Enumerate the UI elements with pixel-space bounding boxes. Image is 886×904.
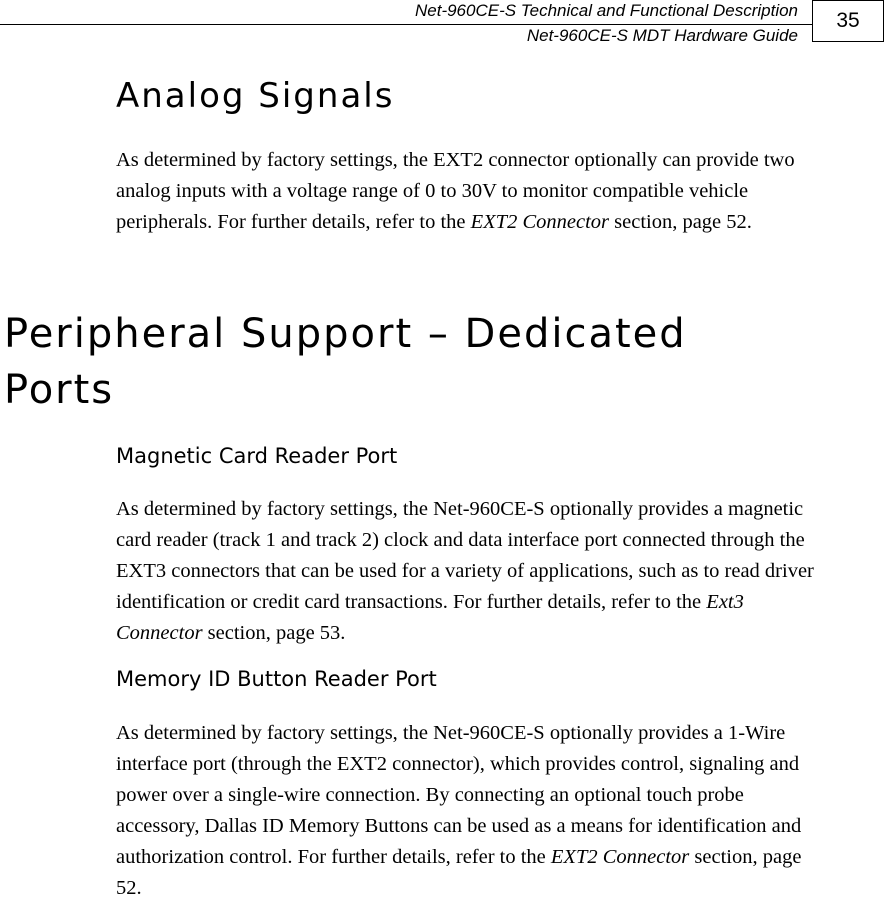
memory-id-button-paragraph	[116, 718, 816, 904]
page-header	[0, 0, 886, 50]
magnetic-text-before: As determined by factory settings, the Net-960CE-S optionally provides a magnetic card reader (track 1 and track 2) clock and data interface port connected through the EXT3 connectors that can be used for a variety of applications, such as to read driver identification or credit card transactions. For further details, refer to the	[116, 498, 814, 613]
memory-text-before: As determined by factory settings, the Net-960CE-S optionally provides a 1-Wire interface port (through the EXT2 connector), which provides control, signaling and power over a single-wire connection. By connecting an optional touch probe accessory, Dallas ID Memory Buttons can be used as a means for identification and authorization control. For further details, refer to the	[116, 722, 802, 868]
guide-title: Net-960CE-S MDT Hardware Guide	[526, 26, 798, 45]
analog-text-before: As determined by factory settings, the EXT2 connector optionally can provide two analog inputs with a voltage range of 0 to 30V to monitor compatible vehicle peripherals. For further details, refer to the	[116, 149, 795, 233]
analog-signals-paragraph	[116, 145, 816, 238]
memory-ext2-reference: EXT2 Connector	[550, 846, 690, 868]
magnetic-ext3-reference: Ext3 Connector	[116, 591, 744, 644]
analog-ext2-reference: EXT2 Connector	[470, 211, 610, 233]
analog-text-after: section, page 52.	[609, 211, 752, 233]
doc-title: Net-960CE-S Technical and Functional Description	[414, 1, 798, 20]
magnetic-text-after: section, page 53.	[202, 622, 346, 644]
header-rule	[0, 24, 812, 25]
page-number: 35	[812, 0, 884, 42]
memory-id-button-heading: Memory ID Button Reader Port	[116, 667, 437, 691]
magnetic-card-reader-paragraph	[116, 494, 816, 649]
peripheral-support-heading: Peripheral Support – Dedicated Ports	[4, 311, 687, 413]
magnetic-card-reader-heading: Magnetic Card Reader Port	[116, 444, 398, 468]
analog-signals-heading: Analog Signals	[116, 76, 395, 116]
memory-text-after: section, page 52.	[116, 846, 802, 899]
